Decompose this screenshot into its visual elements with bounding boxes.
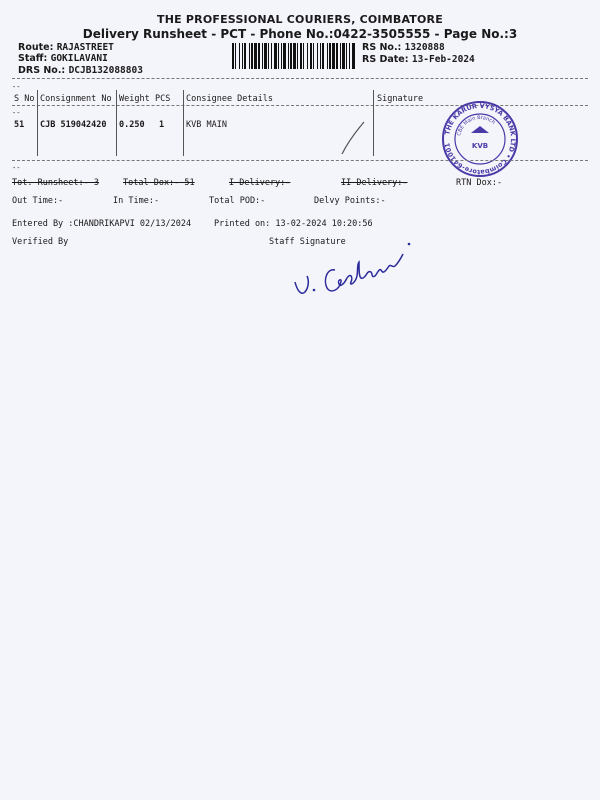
staff-value: GOKILAVANI	[50, 53, 108, 64]
column-rule	[37, 90, 38, 156]
barcode-bar	[322, 43, 324, 69]
divider-mark: --	[12, 164, 21, 172]
col-header-consignment: Consignment No	[40, 94, 112, 104]
barcode-bar	[342, 43, 345, 69]
barcode-bar	[244, 43, 246, 69]
barcode-bar	[300, 43, 302, 69]
col-header-pcs: PCS	[155, 94, 171, 104]
barcode-bar	[254, 43, 257, 69]
ii-delivery: II Delivery:-	[341, 178, 408, 188]
barcode-bar	[242, 43, 243, 69]
barcode-bar	[352, 43, 355, 69]
barcode-bar	[288, 43, 289, 69]
barcode-bar	[307, 43, 308, 69]
row-sno: 51	[14, 120, 25, 130]
barcode-bar	[268, 43, 269, 69]
route-line	[18, 42, 114, 53]
barcode-bar	[271, 43, 272, 69]
barcode-bar	[317, 43, 318, 69]
out-time: Out Time:-	[12, 196, 64, 206]
staff-label: Staff:	[18, 53, 48, 64]
svg-text:KVB: KVB	[471, 142, 489, 150]
svg-text:CBE Main Branch: CBE Main Branch	[456, 114, 497, 137]
i-delivery: I Delivery:-	[229, 178, 291, 188]
col-header-signature: Signature	[377, 94, 424, 104]
barcode-bar	[340, 43, 341, 69]
staff-signature-label: Staff Signature	[269, 237, 346, 247]
divider-mark: --	[12, 83, 21, 91]
barcode-bar	[303, 43, 304, 69]
runsheet-barcode	[232, 43, 356, 69]
barcode-bar	[262, 43, 263, 69]
drs-value: DCJB132088803	[68, 65, 143, 76]
barcode-bar	[293, 43, 296, 69]
barcode-bar	[290, 43, 292, 69]
barcode-bar	[320, 43, 321, 69]
col-header-weight: Weight	[119, 94, 150, 104]
divider	[12, 78, 588, 79]
col-header-sno: S No	[14, 94, 35, 104]
column-rule	[183, 90, 184, 156]
total-dox: Total Dox:- 51	[123, 178, 195, 188]
barcode-bar	[327, 43, 328, 69]
runsheet-subtitle: Delivery Runsheet - PCT - Phone No.:0422-3505555 - Page No.:3	[82, 27, 518, 41]
barcode-bar	[297, 43, 298, 69]
barcode-bar	[313, 43, 314, 69]
staff-line	[18, 53, 108, 64]
barcode-bar	[332, 43, 335, 69]
row-consignee: KVB MAIN	[186, 120, 227, 130]
rs-no-value: 1320888	[404, 42, 445, 53]
barcode-bar	[258, 43, 260, 69]
row-consignment: CJB 519042420	[40, 120, 107, 130]
barcode-bar	[310, 43, 312, 69]
row-pcs: 1	[159, 120, 165, 130]
barcode-bar	[232, 43, 234, 69]
column-rule	[373, 90, 374, 156]
column-rule	[116, 90, 117, 156]
tot-runsheet: Tot. Runsheet:- 3	[12, 178, 99, 188]
entered-by: Entered By :CHANDRIKAPVI 02/13/2024	[12, 219, 192, 229]
barcode-bar	[349, 43, 350, 69]
barcode-bar	[329, 43, 331, 69]
bank-seal	[441, 100, 519, 178]
in-time: In Time:-	[113, 196, 160, 206]
total-pod: Total POD:-	[209, 196, 266, 206]
barcode-bar	[249, 43, 250, 69]
col-header-consignee: Consignee Details	[186, 94, 273, 104]
rtn-dox: RTN Dox:-	[456, 178, 503, 188]
svg-text:THE KARUR VYSYA BANK LTD • Coi: THE KARUR VYSYA BANK LTD • Coimbatore-641001	[443, 101, 518, 177]
row-weight: 0.250	[119, 120, 145, 130]
drs-line	[18, 65, 143, 76]
printed-on: Printed on: 13-02-2024 10:20:56	[214, 219, 373, 229]
rs-date-line	[362, 54, 475, 65]
staff-handwritten-signature	[285, 232, 425, 302]
rs-date-label: RS Date:	[362, 54, 409, 65]
barcode-bar	[264, 43, 267, 69]
barcode-bar	[278, 43, 279, 69]
route-label: Route:	[18, 42, 54, 53]
barcode-bar	[251, 43, 253, 69]
verified-by: Verified By	[12, 237, 69, 247]
delvy-points: Delvy Points:-	[314, 196, 386, 206]
barcode-bar	[281, 43, 282, 69]
row-signature-mark	[338, 118, 368, 158]
route-value: RAJASTREET	[56, 42, 114, 53]
rs-no-line	[362, 42, 445, 53]
company-title: THE PROFESSIONAL COURIERS, COIMBATORE	[157, 13, 443, 26]
barcode-bar	[336, 43, 338, 69]
barcode-bar	[283, 43, 286, 69]
rs-date-value: 13-Feb-2024	[411, 54, 475, 65]
rs-no-label: RS No.:	[362, 42, 402, 53]
barcode-bar	[235, 43, 236, 69]
divider	[12, 160, 588, 161]
barcode-bar	[346, 43, 347, 69]
divider-mark: --	[12, 109, 21, 117]
barcode-bar	[239, 43, 240, 69]
drs-label: DRS No.:	[18, 65, 66, 76]
barcode-bar	[274, 43, 277, 69]
